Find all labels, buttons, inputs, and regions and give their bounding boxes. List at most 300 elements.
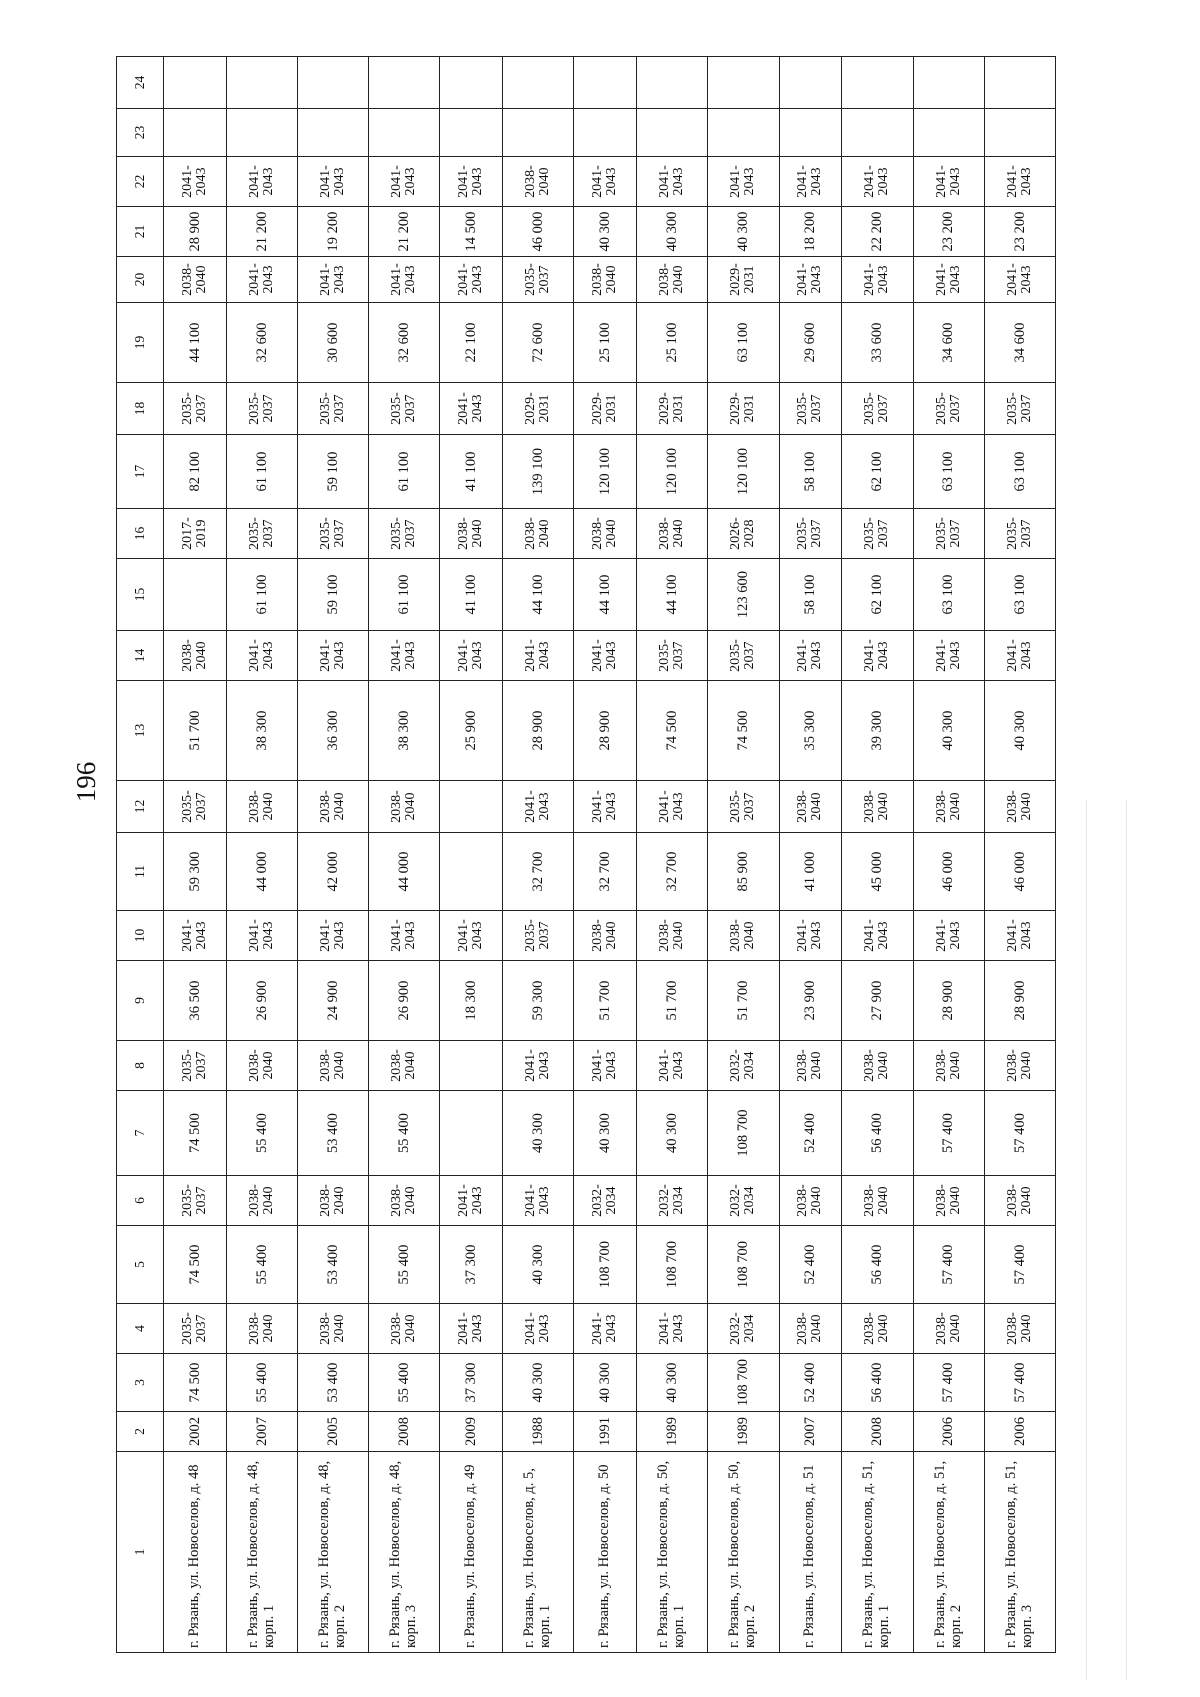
column-header: 14 — [117, 631, 164, 681]
table-cell: 139 100 — [503, 435, 574, 509]
table-cell: 2032- 2034 — [637, 1176, 708, 1226]
address-cell: г. Рязань, ул. Новоселов, д. 50, корп. 1 — [637, 1452, 708, 1653]
table-cell: 2041- 2043 — [574, 157, 637, 207]
table-cell: 25 100 — [574, 303, 637, 383]
column-header: 17 — [117, 435, 164, 509]
table-cell: 123 600 — [708, 559, 779, 631]
table-cell: 2035- 2037 — [369, 383, 440, 435]
table-cell: 2041- 2043 — [369, 911, 440, 961]
table-cell: 108 700 — [708, 1226, 779, 1304]
table-cell: 2041- 2043 — [984, 911, 1055, 961]
table-cell: 2041- 2043 — [779, 631, 842, 681]
table-cell: 28 900 — [164, 207, 227, 257]
table-cell: 40 300 — [503, 1226, 574, 1304]
table-row — [842, 57, 913, 1653]
table-cell: 58 100 — [779, 559, 842, 631]
table-cell: 2041- 2043 — [842, 157, 913, 207]
table-row — [164, 57, 227, 1653]
table-cell: 2041- 2043 — [574, 1304, 637, 1354]
table-cell: 2032- 2034 — [574, 1176, 637, 1226]
table-cell — [984, 57, 1055, 109]
table-cell: 46 000 — [913, 833, 984, 911]
table-cell: 2038- 2040 — [779, 1304, 842, 1354]
table-cell: 2041- 2043 — [503, 781, 574, 833]
table-cell — [164, 559, 227, 631]
table-cell: 1988 — [503, 1412, 574, 1452]
table-cell: 2038- 2040 — [779, 1041, 842, 1091]
table-cell: 2029- 2031 — [503, 383, 574, 435]
table-cell: 32 700 — [574, 833, 637, 911]
table-cell — [297, 109, 368, 157]
table-cell: 2032- 2034 — [708, 1176, 779, 1226]
table-cell — [842, 57, 913, 109]
table-cell: 2038- 2040 — [637, 911, 708, 961]
table-cell — [369, 109, 440, 157]
table-cell — [226, 57, 297, 109]
table-cell: 2041- 2043 — [637, 1304, 708, 1354]
table-cell: 33 600 — [842, 303, 913, 383]
table-cell: 25 900 — [440, 681, 503, 781]
table-cell — [842, 109, 913, 157]
table-cell: 63 100 — [984, 559, 1055, 631]
table-cell — [574, 109, 637, 157]
table-cell: 2038- 2040 — [503, 157, 574, 207]
table-cell: 40 300 — [637, 1354, 708, 1412]
table-cell: 62 100 — [842, 435, 913, 509]
table-cell: 2035- 2037 — [842, 509, 913, 559]
table-cell: 44 100 — [574, 559, 637, 631]
table-cell: 2038- 2040 — [779, 1176, 842, 1226]
table-cell: 28 900 — [984, 961, 1055, 1041]
table-cell: 63 100 — [913, 435, 984, 509]
table-cell: 120 100 — [637, 435, 708, 509]
table-cell: 120 100 — [574, 435, 637, 509]
table-cell: 40 300 — [503, 1091, 574, 1176]
table-row — [440, 57, 503, 1653]
table-cell: 2035- 2037 — [164, 1176, 227, 1226]
table-cell: 2006 — [984, 1412, 1055, 1452]
table-cell: 2041- 2043 — [440, 1304, 503, 1354]
table-cell: 2041- 2043 — [637, 781, 708, 833]
table-cell: 44 000 — [226, 833, 297, 911]
table-cell: 2038- 2040 — [842, 781, 913, 833]
table-cell: 2035- 2037 — [503, 257, 574, 303]
table-cell: 55 400 — [226, 1354, 297, 1412]
table-cell: 57 400 — [984, 1226, 1055, 1304]
table-cell: 2041- 2043 — [842, 257, 913, 303]
table-cell: 2041- 2043 — [226, 631, 297, 681]
table-cell — [164, 109, 227, 157]
table-cell: 2041- 2043 — [574, 631, 637, 681]
table-cell: 74 500 — [164, 1226, 227, 1304]
table-cell: 2038- 2040 — [226, 781, 297, 833]
table-cell: 2041- 2043 — [440, 383, 503, 435]
column-header: 13 — [117, 681, 164, 781]
table-cell: 2041- 2043 — [779, 257, 842, 303]
table-cell: 2041- 2043 — [779, 911, 842, 961]
table-cell: 72 600 — [503, 303, 574, 383]
table-cell: 61 100 — [369, 559, 440, 631]
table-cell: 2038- 2040 — [913, 781, 984, 833]
table-cell: 2041- 2043 — [440, 631, 503, 681]
table-row — [226, 57, 297, 1653]
table-row — [503, 57, 574, 1653]
table-cell: 40 300 — [503, 1354, 574, 1412]
table-cell: 2035- 2037 — [226, 383, 297, 435]
table-cell: 2035- 2037 — [913, 383, 984, 435]
table-cell — [708, 109, 779, 157]
table-cell: 56 400 — [842, 1091, 913, 1176]
table-cell: 2041- 2043 — [226, 257, 297, 303]
table-cell: 45 000 — [842, 833, 913, 911]
table-cell: 2038- 2040 — [637, 509, 708, 559]
table-cell: 2041- 2043 — [226, 911, 297, 961]
column-header: 10 — [117, 911, 164, 961]
table-cell: 57 400 — [913, 1091, 984, 1176]
table-cell: 46 000 — [984, 833, 1055, 911]
table-cell: 44 100 — [637, 559, 708, 631]
table-cell: 35 300 — [779, 681, 842, 781]
table-cell: 2041- 2043 — [842, 911, 913, 961]
table-cell: 120 100 — [708, 435, 779, 509]
table-row — [708, 57, 779, 1653]
table-cell: 2035- 2037 — [708, 781, 779, 833]
table-cell: 42 000 — [297, 833, 368, 911]
table-cell: 2041- 2043 — [440, 1176, 503, 1226]
table-cell: 2041- 2043 — [297, 631, 368, 681]
column-header: 3 — [117, 1354, 164, 1412]
table-cell: 1989 — [708, 1412, 779, 1452]
table-cell — [164, 57, 227, 109]
table-cell: 2038- 2040 — [503, 509, 574, 559]
table-cell: 59 300 — [503, 961, 574, 1041]
table-cell: 2029- 2031 — [574, 383, 637, 435]
table-cell: 57 400 — [913, 1354, 984, 1412]
table-cell: 61 100 — [369, 435, 440, 509]
table-cell: 37 300 — [440, 1354, 503, 1412]
table-cell: 28 900 — [574, 681, 637, 781]
table-cell: 2029- 2031 — [637, 383, 708, 435]
table-cell: 2038- 2040 — [226, 1304, 297, 1354]
table-cell: 46 000 — [503, 207, 574, 257]
table-cell: 2038- 2040 — [164, 631, 227, 681]
table-cell: 2041- 2043 — [369, 631, 440, 681]
address-cell: г. Рязань, ул. Новоселов, д. 48, корп. 3 — [369, 1452, 440, 1653]
table-cell: 2035- 2037 — [226, 509, 297, 559]
table-cell: 51 700 — [708, 961, 779, 1041]
table-cell: 2035- 2037 — [164, 781, 227, 833]
address-cell: г. Рязань, ул. Новоселов, д. 50 — [574, 1452, 637, 1653]
table-cell: 18 300 — [440, 961, 503, 1041]
table-cell: 52 400 — [779, 1226, 842, 1304]
table-cell: 52 400 — [779, 1091, 842, 1176]
table-cell: 61 100 — [226, 435, 297, 509]
column-header: 24 — [117, 57, 164, 109]
table-cell: 2038- 2040 — [913, 1176, 984, 1226]
table-cell: 2017- 2019 — [164, 509, 227, 559]
table-cell — [440, 1091, 503, 1176]
table-cell: 51 700 — [637, 961, 708, 1041]
table-cell: 74 500 — [164, 1354, 227, 1412]
table-cell: 2041- 2043 — [984, 631, 1055, 681]
table-cell: 37 300 — [440, 1226, 503, 1304]
column-header: 2 — [117, 1412, 164, 1452]
table-cell: 2038- 2040 — [984, 1176, 1055, 1226]
table-cell — [440, 109, 503, 157]
table-cell: 41 100 — [440, 559, 503, 631]
table-cell — [779, 109, 842, 157]
table-cell: 57 400 — [984, 1354, 1055, 1412]
table-cell: 2009 — [440, 1412, 503, 1452]
table-cell: 55 400 — [369, 1091, 440, 1176]
table-cell: 74 500 — [637, 681, 708, 781]
table-cell: 55 400 — [369, 1226, 440, 1304]
table-cell — [574, 57, 637, 109]
table-cell — [440, 833, 503, 911]
table-row — [984, 57, 1055, 1653]
table-cell: 23 900 — [779, 961, 842, 1041]
table-cell — [369, 57, 440, 109]
table-cell: 2035- 2037 — [369, 509, 440, 559]
table-cell: 2035- 2037 — [984, 383, 1055, 435]
table-cell: 2038- 2040 — [226, 1176, 297, 1226]
column-header: 21 — [117, 207, 164, 257]
table-cell: 82 100 — [164, 435, 227, 509]
table-header-row — [117, 57, 164, 1653]
table-cell: 2038- 2040 — [369, 1041, 440, 1091]
table-cell: 2035- 2037 — [842, 383, 913, 435]
table-row — [779, 57, 842, 1653]
table-cell: 56 400 — [842, 1226, 913, 1304]
table-cell: 2041- 2043 — [913, 157, 984, 207]
table-cell: 2035- 2037 — [779, 509, 842, 559]
table-cell: 51 700 — [164, 681, 227, 781]
table-cell: 58 100 — [779, 435, 842, 509]
address-cell: г. Рязань, ул. Новоселов, д. 51 — [779, 1452, 842, 1653]
table-cell: 23 200 — [913, 207, 984, 257]
column-header: 6 — [117, 1176, 164, 1226]
table-frame — [116, 57, 1056, 1653]
table-cell: 74 500 — [708, 681, 779, 781]
table-cell: 1991 — [574, 1412, 637, 1452]
table-cell: 57 400 — [913, 1226, 984, 1304]
column-header: 18 — [117, 383, 164, 435]
table-cell: 85 900 — [708, 833, 779, 911]
column-header: 1 — [117, 1452, 164, 1653]
table-cell: 2041- 2043 — [503, 1176, 574, 1226]
table-cell: 2038- 2040 — [842, 1304, 913, 1354]
table-cell: 44 100 — [503, 559, 574, 631]
table-row — [637, 57, 708, 1653]
table-cell: 63 100 — [708, 303, 779, 383]
table-cell: 21 200 — [369, 207, 440, 257]
table-row — [913, 57, 984, 1653]
table-cell: 26 900 — [226, 961, 297, 1041]
table-cell: 32 700 — [503, 833, 574, 911]
table-cell: 23 200 — [984, 207, 1055, 257]
table-cell: 2035- 2037 — [708, 631, 779, 681]
table-cell: 2041- 2043 — [369, 257, 440, 303]
table-cell: 2035- 2037 — [164, 1304, 227, 1354]
address-cell: г. Рязань, ул. Новоселов, д. 5, корп. 1 — [503, 1452, 574, 1653]
table-cell: 2035- 2037 — [164, 383, 227, 435]
table-cell: 36 300 — [297, 681, 368, 781]
repair-schedule-table — [116, 56, 1056, 1653]
table-cell: 30 600 — [297, 303, 368, 383]
table-cell: 2041- 2043 — [503, 1041, 574, 1091]
table-cell: 2041- 2043 — [503, 1304, 574, 1354]
address-cell: г. Рязань, ул. Новоселов, д. 50, корп. 2 — [708, 1452, 779, 1653]
table-cell — [503, 109, 574, 157]
scan-edge-line — [1126, 800, 1127, 1680]
table-cell: 2041- 2043 — [913, 911, 984, 961]
table-cell: 32 600 — [369, 303, 440, 383]
table-cell: 2038- 2040 — [913, 1304, 984, 1354]
table-cell: 55 400 — [226, 1226, 297, 1304]
table-cell: 2035- 2037 — [164, 1041, 227, 1091]
table-cell: 53 400 — [297, 1091, 368, 1176]
table-cell: 2002 — [164, 1412, 227, 1452]
table-cell: 2041- 2043 — [984, 157, 1055, 207]
table-cell: 56 400 — [842, 1354, 913, 1412]
column-header: 22 — [117, 157, 164, 207]
column-header: 12 — [117, 781, 164, 833]
table-cell: 2038- 2040 — [984, 1304, 1055, 1354]
table-cell: 2038- 2040 — [440, 509, 503, 559]
table-cell: 32 600 — [226, 303, 297, 383]
table-cell: 2041- 2043 — [297, 157, 368, 207]
table-cell: 2041- 2043 — [913, 257, 984, 303]
table-cell: 14 500 — [440, 207, 503, 257]
table-cell — [913, 109, 984, 157]
table-cell: 57 400 — [984, 1091, 1055, 1176]
table-cell: 108 700 — [708, 1354, 779, 1412]
table-cell: 2029- 2031 — [708, 383, 779, 435]
address-cell: г. Рязань, ул. Новоселов, д. 49 — [440, 1452, 503, 1653]
table-cell: 44 000 — [369, 833, 440, 911]
table-cell: 74 500 — [164, 1091, 227, 1176]
table-cell: 2041- 2043 — [440, 257, 503, 303]
table-cell: 59 300 — [164, 833, 227, 911]
table-cell: 34 600 — [913, 303, 984, 383]
table-cell: 2038- 2040 — [297, 1176, 368, 1226]
table-cell: 21 200 — [226, 207, 297, 257]
table-cell: 2038- 2040 — [369, 1176, 440, 1226]
table-cell: 52 400 — [779, 1354, 842, 1412]
table-cell: 24 900 — [297, 961, 368, 1041]
table-cell: 2005 — [297, 1412, 368, 1452]
table-row — [369, 57, 440, 1653]
table-cell: 2007 — [226, 1412, 297, 1452]
page-number: 196 — [71, 761, 101, 803]
table-cell: 40 300 — [984, 681, 1055, 781]
table-cell: 28 900 — [913, 961, 984, 1041]
table-cell: 40 300 — [637, 207, 708, 257]
table-cell: 2038- 2040 — [297, 781, 368, 833]
table-cell: 41 000 — [779, 833, 842, 911]
table-cell: 40 300 — [574, 207, 637, 257]
table-cell — [440, 781, 503, 833]
address-cell: г. Рязань, ул. Новоселов, д. 48 — [164, 1452, 227, 1653]
table-cell: 55 400 — [226, 1091, 297, 1176]
table-cell: 38 300 — [369, 681, 440, 781]
address-cell: г. Рязань, ул. Новоселов, д. 51, корп. 2 — [913, 1452, 984, 1653]
table-cell: 2041- 2043 — [297, 911, 368, 961]
table-cell: 2038- 2040 — [779, 781, 842, 833]
table-cell: 108 700 — [708, 1091, 779, 1176]
table-cell: 2038- 2040 — [369, 1304, 440, 1354]
table-body — [164, 57, 1056, 1653]
address-cell: г. Рязань, ул. Новоселов, д. 51, корп. 1 — [842, 1452, 913, 1653]
table-row — [297, 57, 368, 1653]
table-cell: 29 600 — [779, 303, 842, 383]
rotated-table-container — [116, 57, 1056, 1653]
table-cell: 2041- 2043 — [440, 157, 503, 207]
table-cell: 2035- 2037 — [779, 383, 842, 435]
address-cell: г. Рязань, ул. Новоселов, д. 48, корп. 1 — [226, 1452, 297, 1653]
table-cell: 2038- 2040 — [708, 911, 779, 961]
table-cell: 55 400 — [369, 1354, 440, 1412]
table-cell: 2038- 2040 — [369, 781, 440, 833]
column-header: 20 — [117, 257, 164, 303]
table-cell: 2038- 2040 — [913, 1041, 984, 1091]
table-cell: 2035- 2037 — [637, 631, 708, 681]
table-cell: 36 500 — [164, 961, 227, 1041]
table-cell: 2008 — [842, 1412, 913, 1452]
table-cell: 44 100 — [164, 303, 227, 383]
table-cell: 2038- 2040 — [574, 911, 637, 961]
table-cell: 2041- 2043 — [913, 631, 984, 681]
column-header: 9 — [117, 961, 164, 1041]
table-cell: 40 300 — [574, 1354, 637, 1412]
table-cell: 28 900 — [503, 681, 574, 781]
table-cell: 2032- 2034 — [708, 1041, 779, 1091]
table-cell: 19 200 — [297, 207, 368, 257]
table-cell: 2032- 2034 — [708, 1304, 779, 1354]
table-cell: 38 300 — [226, 681, 297, 781]
table-cell: 18 200 — [779, 207, 842, 257]
table-cell: 2038- 2040 — [297, 1041, 368, 1091]
table-cell: 40 300 — [913, 681, 984, 781]
column-header: 16 — [117, 509, 164, 559]
table-cell: 2041- 2043 — [842, 631, 913, 681]
table-cell: 2041- 2043 — [708, 157, 779, 207]
table-cell — [637, 57, 708, 109]
table-cell: 2038- 2040 — [637, 257, 708, 303]
table-cell: 59 100 — [297, 435, 368, 509]
table-cell — [440, 1041, 503, 1091]
table-cell: 2038- 2040 — [297, 1304, 368, 1354]
table-cell: 2006 — [913, 1412, 984, 1452]
table-cell: 53 400 — [297, 1226, 368, 1304]
table-cell — [440, 57, 503, 109]
table-cell: 53 400 — [297, 1354, 368, 1412]
table-cell: 61 100 — [226, 559, 297, 631]
table-cell: 25 100 — [637, 303, 708, 383]
table-cell: 32 700 — [637, 833, 708, 911]
table-cell — [297, 57, 368, 109]
table-cell: 2038- 2040 — [984, 781, 1055, 833]
table-cell: 2008 — [369, 1412, 440, 1452]
table-cell: 2041- 2043 — [297, 257, 368, 303]
table-cell: 63 100 — [984, 435, 1055, 509]
table-cell — [708, 57, 779, 109]
table-cell: 62 100 — [842, 559, 913, 631]
table-cell: 2035- 2037 — [503, 911, 574, 961]
table-cell: 2038- 2040 — [984, 1041, 1055, 1091]
table-row — [574, 57, 637, 1653]
table-cell: 40 300 — [708, 207, 779, 257]
